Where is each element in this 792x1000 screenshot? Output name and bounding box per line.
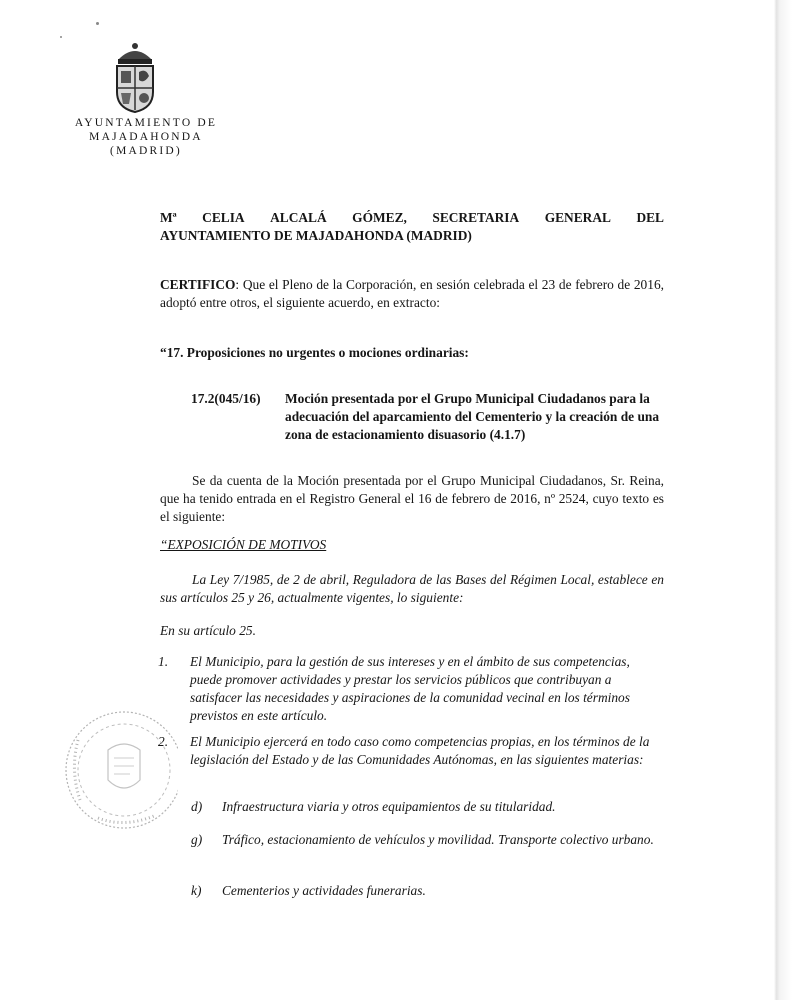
item-number: 1. bbox=[158, 654, 169, 669]
subitem-letter: k) bbox=[191, 883, 202, 898]
letterhead-line: MAJADAHONDA bbox=[89, 131, 203, 143]
page-edge-shadow bbox=[732, 0, 792, 1000]
subitem-letter: d) bbox=[191, 799, 203, 814]
letterhead-line: AYUNTAMIENTO DE bbox=[74, 117, 218, 129]
subitem-text: Tráfico, estacionamiento de vehículos y movilidad. Transporte colectivo urbano. bbox=[222, 832, 654, 847]
item-text: El Municipio ejercerá en todo caso como competencias propias, en los términos de la legislación del Estado y de las Comunidades Autónomas, en las siguientes materias: bbox=[190, 734, 650, 767]
certifico-paragraph bbox=[160, 276, 664, 312]
header-word: ALCALÁ bbox=[270, 210, 327, 225]
subitem-letter: g) bbox=[191, 832, 203, 847]
scan-speck bbox=[96, 22, 99, 25]
certifico-label: CERTIFICO bbox=[160, 277, 236, 292]
section-title: “17. Proposiciones no urgentes o mociones ordinarias: bbox=[160, 345, 469, 360]
header-word: CELIA bbox=[202, 210, 245, 225]
certifico-text: : Que el Pleno de la Corporación, en sesión celebrada el 23 de febrero de 2016, adoptó entre otros, el siguiente acuerdo, en extracto: bbox=[160, 277, 664, 310]
letterhead-line: (MADRID) bbox=[110, 145, 182, 157]
article-label: En su artículo 25. bbox=[160, 623, 256, 638]
document-header bbox=[160, 209, 664, 245]
official-stamp-icon bbox=[58, 700, 178, 840]
coat-of-arms-icon bbox=[110, 40, 160, 114]
scan-speck bbox=[60, 36, 62, 38]
letterhead bbox=[62, 116, 230, 158]
header-word: GÓMEZ, bbox=[352, 210, 407, 225]
intro-paragraph: Se da cuenta de la Moción presentada por el Grupo Municipal Ciudadanos, Sr. Reina, que ha tenido entrada en el Registro General el 16 de febrero de 2016, nº 2524, cuyo texto es el siguiente: bbox=[160, 473, 664, 524]
motion-number: 17.2(045/16) bbox=[191, 391, 261, 406]
header-word: Mª bbox=[160, 210, 177, 225]
item-number: 2. bbox=[158, 734, 169, 749]
law-paragraph: La Ley 7/1985, de 2 de abril, Reguladora de las Bases del Régimen Local, establece en sus artículos 25 y 26, actualmente vigentes, lo siguiente: bbox=[160, 572, 664, 605]
subitem-text: Infraestructura viaria y otros equipamientos de su titularidad. bbox=[222, 799, 556, 814]
motion-title: Moción presentada por el Grupo Municipal Ciudadanos para la adecuación del aparcamiento del Cementerio y la creación de una zona de estacionamiento disuasorio (4.1.7) bbox=[285, 391, 660, 442]
subitem-text: Cementerios y actividades funerarias. bbox=[222, 883, 426, 898]
header-word: DEL bbox=[636, 210, 664, 225]
header-line: AYUNTAMIENTO DE MAJADAHONDA (MADRID) bbox=[160, 228, 472, 243]
exposicion-heading: “EXPOSICIÓN DE MOTIVOS bbox=[160, 537, 327, 552]
item-text: El Municipio, para la gestión de sus intereses y en el ámbito de sus competencias, puede promover actividades y prestar los servicios públicos que contribuyan a satisfacer las necesidades y aspiraciones de la comunidad vecinal en los términos previstos en este artículo. bbox=[190, 654, 630, 723]
header-word: SECRETARIA bbox=[432, 210, 520, 225]
header-word: GENERAL bbox=[544, 210, 611, 225]
